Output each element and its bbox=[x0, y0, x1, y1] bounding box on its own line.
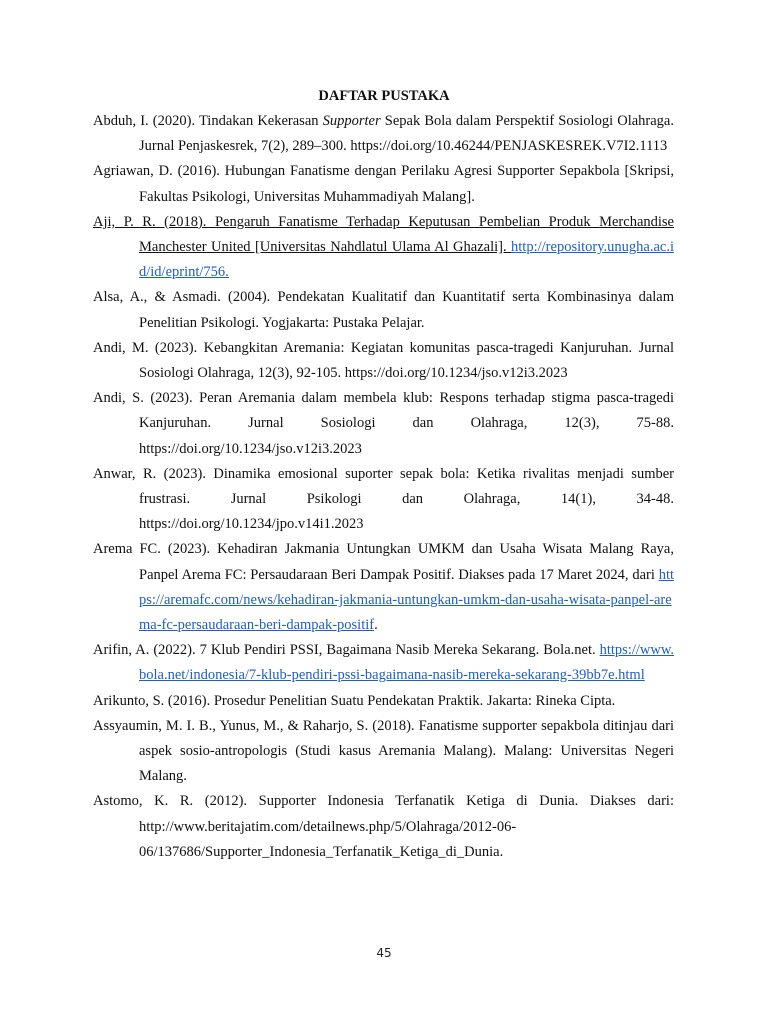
reference-entry bbox=[93, 638, 674, 688]
reference-entry bbox=[93, 789, 674, 865]
reference-text: . bbox=[374, 617, 378, 634]
reference-italic: Supporter bbox=[322, 113, 381, 129]
reference-list bbox=[93, 109, 674, 865]
reference-entry bbox=[93, 109, 674, 159]
page-title: DAFTAR PUSTAKA bbox=[318, 88, 450, 104]
reference-text: Aji, P. R. (2018). Pengaruh Fanatisme Terhadap Keputusan Pembelian Produk Merchandise Manchester United [Universitas Nahdlatul Ulama Al Ghazali]. bbox=[93, 213, 674, 256]
reference-entry bbox=[93, 537, 674, 638]
reference-text: Agriawan, D. (2016). Hubungan Fanatisme dengan Perilaku Agresi Supporter Sepakbola [Skripsi, Fakultas Psikologi, Universitas Muhammadiyah Malang]. bbox=[93, 163, 674, 205]
reference-entry bbox=[93, 159, 674, 209]
page-number: 45 bbox=[376, 946, 392, 960]
reference-entry bbox=[93, 336, 674, 386]
reference-text: Andi, M. (2023). Kebangkitan Aremania: Kegiatan komunitas pasca-tragedi Kanjuruhan. Jurnal Sosiologi Olahraga, 12(3), 92-105. https://doi.org/10.1234/jso.v12i3.2023 bbox=[93, 339, 674, 382]
reference-text: Andi, S. (2023). Peran Aremania dalam membela klub: Respons terhadap stigma pasca-tragedi Kanjuruhan. Jurnal Sosiologi dan Olahraga, 12(3), 75-88. https://doi.org/10.1234/jso.v12i3.2023 bbox=[93, 390, 674, 457]
reference-entry bbox=[93, 714, 674, 790]
reference-entry bbox=[93, 210, 674, 286]
reference-entry bbox=[93, 689, 674, 714]
reference-text: Anwar, R. (2023). Dinamika emosional suporter sepak bola: Ketika rivalitas menjadi sumber frustrasi. Jurnal Psikologi dan Olahraga, 14(1), 34-48. https://doi.org/10.1234/jpo.v14i1.2023 bbox=[93, 465, 674, 533]
reference-text: Sepak Bola dalam Perspektif Sosiologi Olahraga. Jurnal Penjaskesrek, 7(2), 289–300. https://doi.org/10.46244/PENJASKESREK.V7I2.1113 bbox=[139, 113, 674, 155]
reference-text: Alsa, A., & Asmadi. (2004). Pendekatan Kualitatif dan Kuantitatif serta Kombinasinya dalam Penelitian Psikologi. Yogjakarta: Pustaka Pelajar. bbox=[93, 289, 674, 331]
reference-text: Arema FC. (2023). Kehadiran Jakmania Untungkan UMKM dan Usaha Wisata Malang Raya, Panpel Arema FC: Persaudaraan Beri Dampak Positif. Diakses pada 17 Maret 2024, dari bbox=[93, 541, 674, 583]
reference-text: Abduh, I. (2020). Tindakan Kekerasan bbox=[93, 113, 323, 129]
reference-text: Astomo, K. R. (2012). Supporter Indonesia Terfanatik Ketiga di Dunia. Diakses dari: http://www.beritajatim.com/detailnews.php/5/Olahraga/2012-06-06/137686/Supporter_Indonesia_Terfanatik_Ketiga_di_Dunia. bbox=[93, 793, 674, 860]
reference-text: Arifin, A. (2022). 7 Klub Pendiri PSSI, Bagaimana Nasib Mereka Sekarang. Bola.net. bbox=[93, 642, 600, 659]
reference-link[interactable]: https://www.bola.net/indonesia/7-klub-pendiri-pssi-bagaimana-nasib-mereka-sekarang-39bb7e.html bbox=[139, 642, 674, 684]
reference-link[interactable]: https://aremafc.com/news/kehadiran-jakmania-untungkan-umkm-dan-usaha-wisata-panpel-arema-fc-persaudaraan-beri-dampak-positif bbox=[139, 566, 674, 634]
reference-link[interactable]: http://repository.unugha.ac.id/id/eprint/756. bbox=[139, 239, 674, 281]
reference-entry bbox=[93, 462, 674, 538]
reference-text: Arikunto, S. (2016). Prosedur Penelitian Suatu Pendekatan Praktik. Jakarta: Rineka Cipta. bbox=[93, 692, 616, 709]
reference-entry bbox=[93, 285, 674, 335]
reference-text: Assyaumin, M. I. B., Yunus, M., & Raharjo, S. (2018). Fanatisme supporter sepakbola ditinjau dari aspek sosio-antropologis (Studi kasus Aremania Malang). Malang: Universitas Negeri Malang. bbox=[93, 717, 674, 785]
reference-entry bbox=[93, 386, 674, 462]
